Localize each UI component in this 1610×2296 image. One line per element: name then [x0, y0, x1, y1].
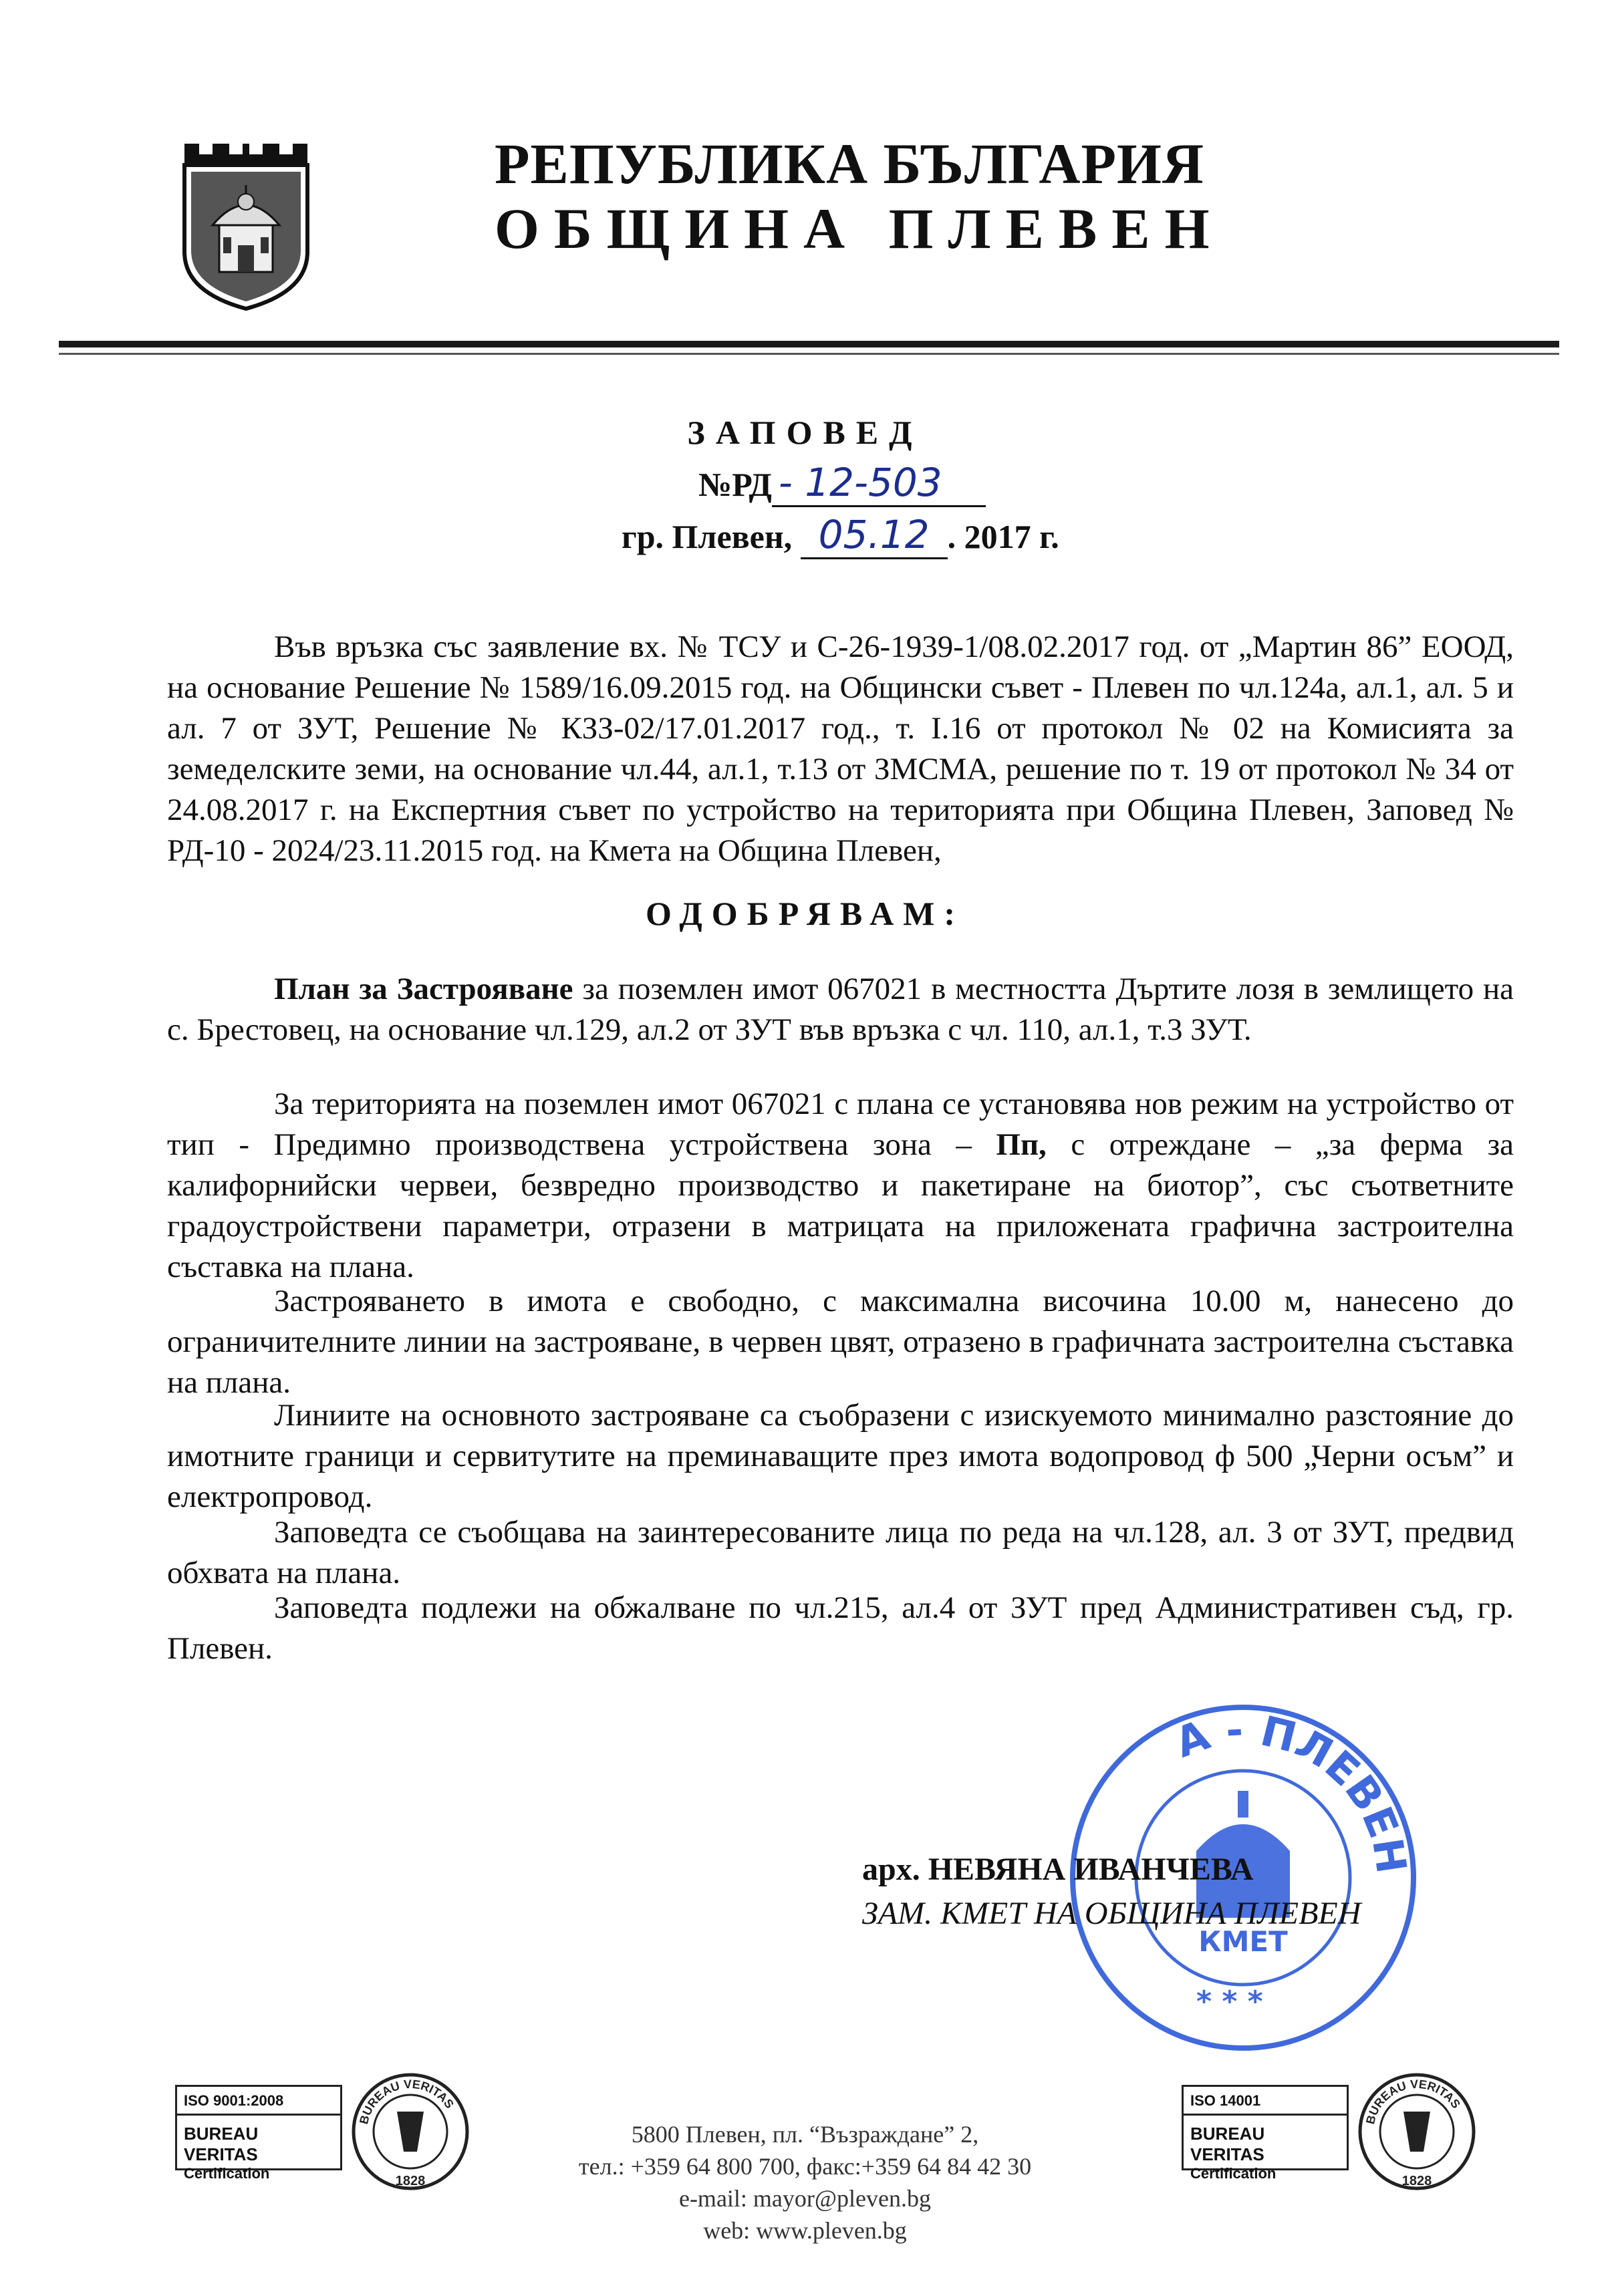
paragraph-appeal: Заповедта подлежи на обжалване по чл.215, ал.4 от ЗУТ пред Административен съд, гр. Плевен.: [167, 1590, 1514, 1666]
order-city: гр. Плевен,: [622, 518, 793, 555]
stamp-ring-text: А - ПЛЕВЕН: [1168, 1705, 1416, 1877]
zone-code: Пп,: [996, 1127, 1047, 1162]
paragraph-lines: Линиите на основното застрояване са съобразени с изискуемото минимално разстояние до имотните граници и сервитутите на преминаващите през имота водопровод ф 500 „Черни осъм” и електропровод.: [167, 1398, 1514, 1514]
stamp-center-text: КМЕТ: [1198, 1925, 1288, 1958]
paragraph-plan: [167, 969, 1514, 1050]
footer-address: 5800 Плевен, пл. “Възраждане” 2,: [631, 2121, 979, 2148]
municipality-crest-icon: [179, 138, 313, 312]
header-divider: [59, 341, 1559, 347]
order-number-handwritten: - 12-503: [772, 460, 986, 507]
order-year: . 2017 г.: [947, 518, 1059, 555]
signatory-name: арх. НЕВЯНА ИВАНЧЕВА: [862, 1852, 1254, 1887]
seal-year: 1828: [1401, 2174, 1432, 2188]
plan-title: План за Застрояване: [274, 972, 573, 1006]
order-title: ЗАПОВЕД: [687, 414, 923, 451]
cert-iso-label: ISO 9001:2008: [177, 2092, 340, 2116]
order-number-prefix: №РД: [698, 466, 772, 503]
header-divider-thin: [59, 353, 1559, 355]
footer-web[interactable]: web: www.pleven.bg: [703, 2217, 907, 2244]
header-municipality: ОБЩИНА ПЛЕВЕН: [495, 196, 1224, 261]
paragraph-notify: Заповедта се съобщава на заинтересованите лица по реда на чл.128, ал. 3 от ЗУТ, предвид обхвата на плана.: [167, 1515, 1514, 1590]
cert-certification-label: Certification: [1190, 2165, 1277, 2182]
plan-text: за поземлен имот 067021 в местността Дъртите лозя в землището на с. Брестовец, на основание чл.129, ал.2 от ЗУТ във връзка с чл. 110, ал.1, т.3 ЗУТ.: [167, 972, 1514, 1047]
cert-bv-label: BUREAU VERITAS: [184, 2124, 259, 2164]
zone-text-a: За територията на поземлен имот 067021 с плана се установява нов режим на устройство от тип - Предимно производствена устройствена зона –: [167, 1087, 1514, 1162]
header-country: РЕПУБЛИКА БЪЛГАРИЯ: [495, 132, 1205, 196]
stamp-stars: * * *: [1196, 1985, 1263, 2019]
cert-bv-label: BUREAU VERITAS: [1190, 2124, 1265, 2164]
order-date-handwritten: 05.12: [801, 512, 948, 559]
seal-top-text: BUREAU VERITAS: [1363, 2077, 1463, 2126]
order-number-row: [698, 460, 986, 507]
signatory-title: ЗАМ. КМЕТ НА ОБЩИНА ПЛЕВЕН: [862, 1896, 1361, 1931]
footer-email[interactable]: e-mail: mayor@pleven.bg: [678, 2185, 932, 2212]
seal-top-text: BUREAU VERITAS: [356, 2077, 456, 2126]
approve-heading: ОДОБРЯВАМ:: [645, 895, 965, 932]
paragraph-zone: [167, 1084, 1514, 1288]
footer-phone: тел.: +359 64 800 700, факс:+359 64 84 42 30: [578, 2153, 1032, 2180]
zone-text-b: с отреждане – „за ферма за калифорнийски червеи, безвредно производство и пакетиране на биотор”, със съответните градоустройствени параметри, отразени в матрицата на приложената графична застроителна съставка на плана.: [167, 1127, 1514, 1284]
cert-certification-label: Certification: [184, 2165, 270, 2182]
footer-contacts: [0, 2118, 1610, 2247]
cert-iso-label: ISO 14001: [1184, 2092, 1347, 2116]
order-date-row: [622, 512, 1059, 559]
seal-year: 1828: [395, 2174, 426, 2188]
paragraph-building: Застрояването в имота е свободно, с максимална височина 10.00 м, нанесено до ограничителните линии на застрояване, в червен цвят, отразено в графичната застроителна съставка на плана.: [167, 1284, 1514, 1400]
paragraph-basis: Във връзка със заявление вх. № ТСУ и С-26-1939-1/08.02.2017 год. от „Мартин 86” ЕООД, на основание Решение № 1589/16.09.2015 год. на Общински съвет - Плевен по чл.124а, ал.1, ал. 5 и ал. 7 от ЗУТ, Решение № КЗЗ-02/17.01.2017 год., т. I.16 от протокол № 02 на Комисията за земеделските земи, на основание чл.44, ал.1, т.13 от ЗМСМА, решение по т. 19 от протокол № 34 от 24.08.2017 г. на Експертния съвет по устройство на територията при Община Плевен, Заповед № РД-10 - 2024/23.11.2015 год. на Кмета на Община Плевен,: [167, 629, 1514, 868]
